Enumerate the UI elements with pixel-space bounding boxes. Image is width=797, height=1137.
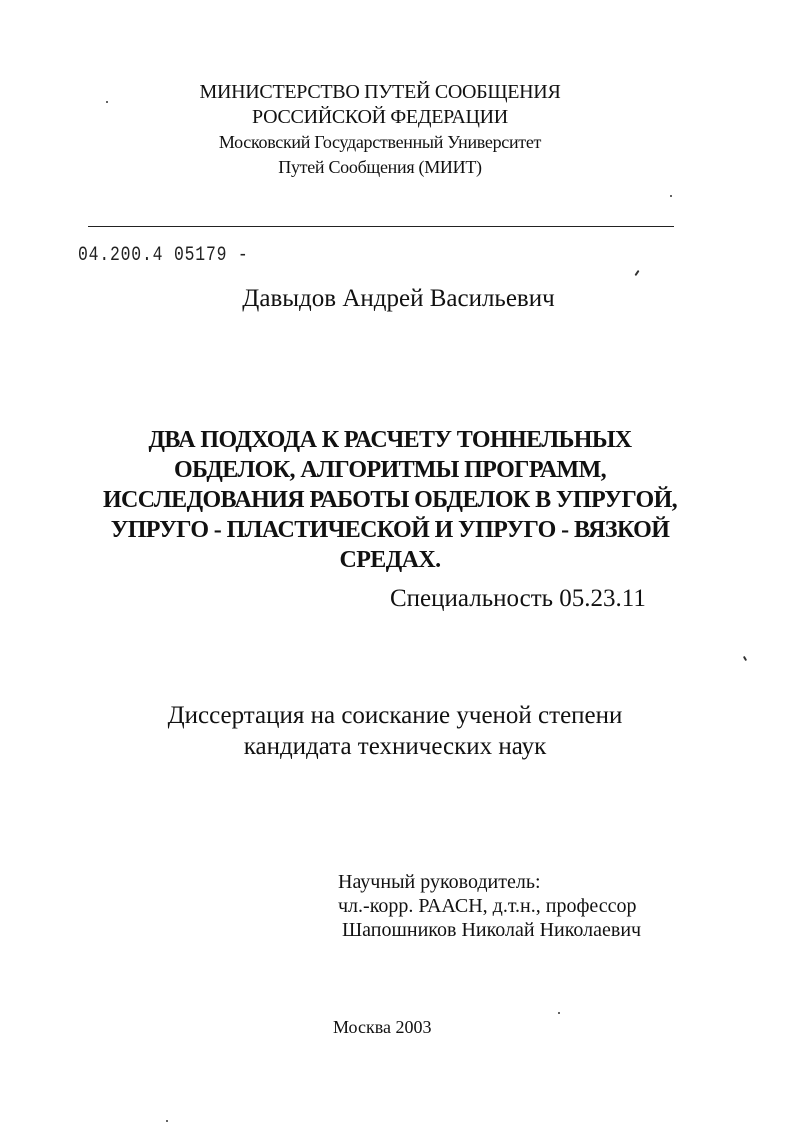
ministry-line-2: РОССИЙСКОЙ ФЕДЕРАЦИИ: [252, 106, 508, 128]
title-line-5: СРЕДАХ.: [339, 547, 441, 573]
specialty: Специальность 05.23.11: [390, 585, 646, 612]
advisor-name: Шапошников Николай Николаевич: [342, 919, 642, 941]
degree-line-2: кандидата технических наук: [243, 733, 547, 760]
header-block: [120, 80, 640, 180]
title-line-2: ОБДЕЛОК, АЛГОРИТМЫ ПРОГРАММ,: [173, 457, 607, 483]
author-name-text: Давыдов Андрей Васильевич: [242, 285, 555, 312]
author-name: [0, 285, 797, 313]
title-line-3: ИССЛЕДОВАНИЯ РАБОТЫ ОБДЕЛОК В УПРУГОЙ,: [102, 487, 678, 513]
dissertation-degree: [80, 700, 710, 762]
university-line-2: Путей Сообщения (МИИТ): [278, 157, 482, 177]
advisor-label: Научный руководитель:: [338, 871, 541, 893]
university-line-1: Московский Государственный Университет: [218, 132, 542, 152]
degree-line-1: Диссертация на соискание ученой степени: [167, 702, 623, 729]
scan-speck: [743, 656, 747, 661]
city-year: Москва 2003: [333, 1017, 432, 1037]
registration-number: 04.200.4 05179 -: [78, 244, 249, 267]
advisor-credentials: чл.-корр. РААСН, д.т.н., профессор: [338, 895, 637, 917]
title-line-1: ДВА ПОДХОДА К РАСЧЕТУ ТОННЕЛЬНЫХ: [148, 427, 632, 453]
scan-speck: [558, 1012, 560, 1014]
scan-speck: [166, 1120, 168, 1122]
dissertation-title: [90, 425, 690, 575]
title-line-4: УПРУГО - ПЛАСТИЧЕСКОЙ И УПРУГО - ВЯЗКОЙ: [110, 517, 670, 543]
ministry-line-1: МИНИСТЕРСТВО ПУТЕЙ СООБЩЕНИЯ: [199, 81, 561, 103]
header-divider: [88, 226, 674, 227]
scan-speck: [670, 195, 672, 197]
scan-speck: [634, 270, 639, 276]
advisor-block: [338, 870, 641, 942]
scan-speck: [106, 101, 108, 103]
